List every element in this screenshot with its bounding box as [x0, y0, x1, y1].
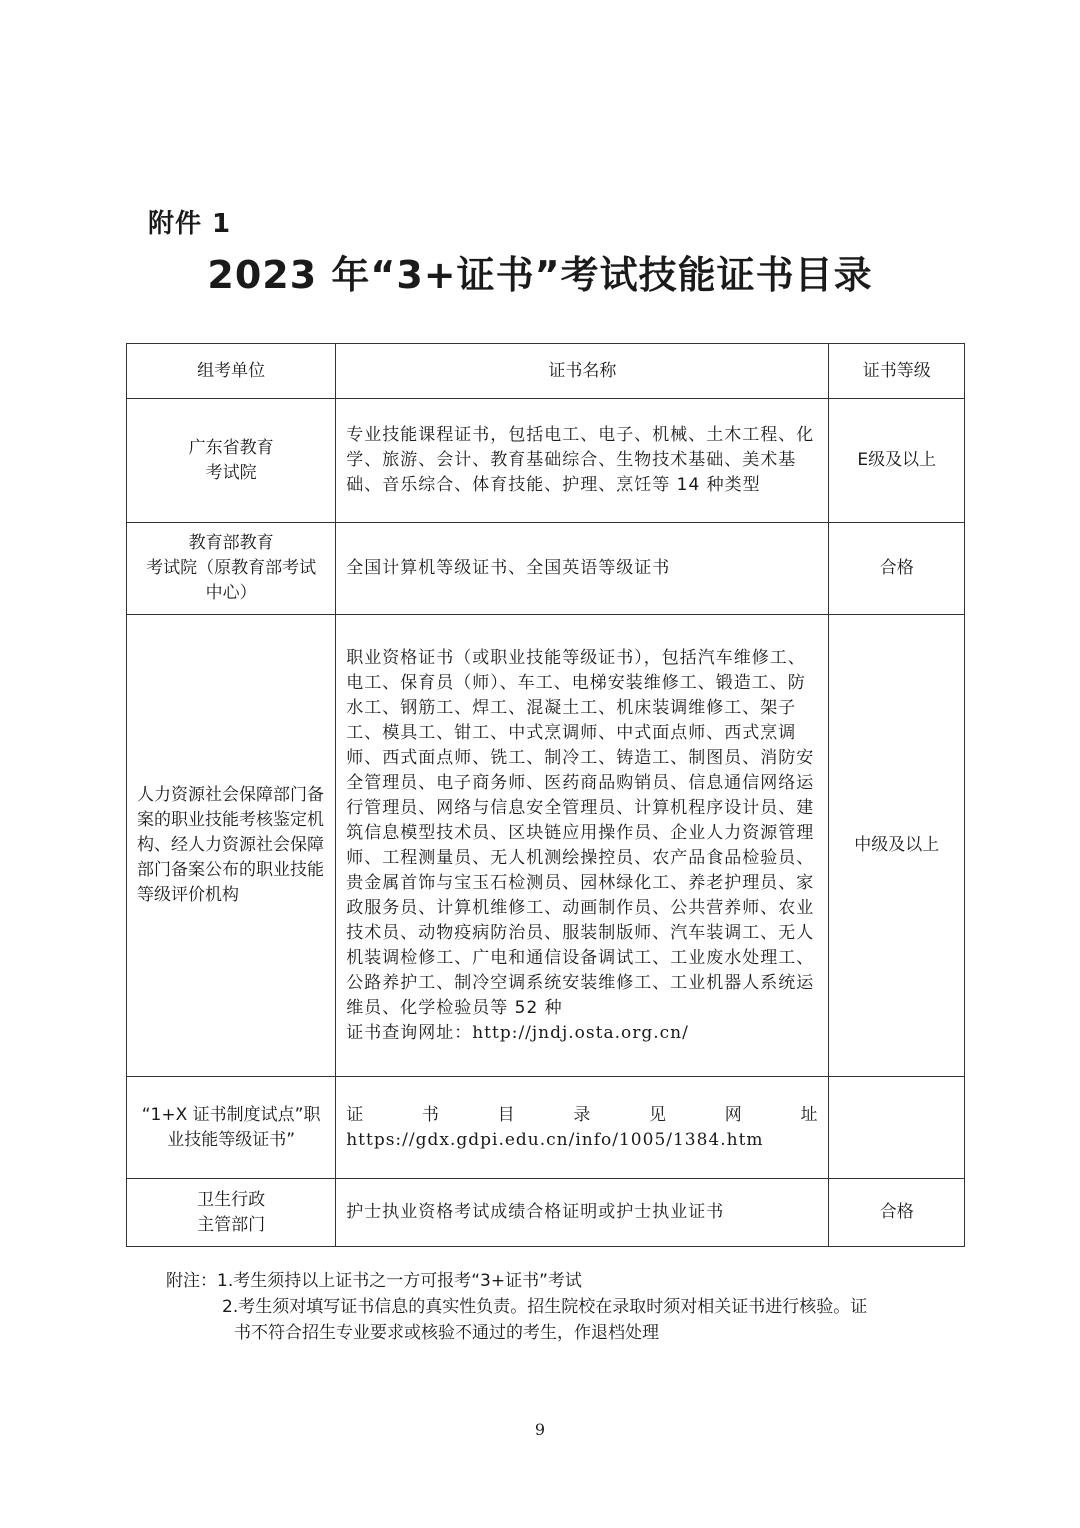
name-text: 职业资格证书（或职业技能等级证书），包括汽车维修工、电工、保育员（师）、车工、电梯安装维修工、锻造工、防水工、钢筋工、焊工、混凝土工、机床装调维修工、架子工、模具工、钳工、中式烹调师、中式面点师、西式烹调师、西式面点师、铣工、制冷工、铸造工、制图员、消防安全管理员、电子商务师、医药商品购销员、信息通信网络运行管理员、网络与信息安全管理员、计算机程序设计员、建筑信息模型技术员、区块链应用操作员、企业人力资源管理师、工程测量员、无人机测绘操控员、农产品食品检验员、贵金属首饰与宝玉石检测员、园林绿化工、养老护理员、家政服务员、计算机维修工、动画制作员、公共营养师、农业技术员、动物疫病防治员、服装制版师、汽车装调工、无人机装调检修工、广电和通信设备调试工、工业废水处理工、公路养护工、制冷空调系统安装维修工、工业机器人系统运维员、化学检验员等 52 种: [346, 647, 815, 1018]
level-text: 合格: [879, 558, 914, 578]
catalog-url-text: https://gdx.gdpi.edu.cn/info/1005/1384.htm: [346, 1129, 764, 1150]
level-cell: [829, 399, 965, 523]
notes-section: [166, 1268, 966, 1346]
level-text: 合格: [879, 1202, 914, 1222]
name-cell: [336, 1077, 829, 1179]
certificate-table: [126, 343, 965, 1247]
unit-text: 卫生行政 主管部门: [197, 1189, 266, 1235]
table-row: [127, 399, 965, 523]
level-cell: [829, 615, 965, 1077]
note-line-1: [166, 1268, 966, 1294]
level-cell: [829, 1179, 965, 1247]
note-line-3: 书不符合招生专业要求或核验不通过的考生，作退档处理: [234, 1323, 659, 1343]
unit-text: 教育部教育 考试院（原教育部考试 中心）: [146, 533, 317, 603]
query-url-text: 证书查询网址：http://jndj.osta.org.cn/: [346, 1022, 689, 1043]
name-cell: [336, 615, 829, 1077]
name-text: 专业技能课程证书，包括电工、电子、机械、土木工程、化学、旅游、会计、教育基础综合、生物技术基础、美术基础、音乐综合、体育技能、护理、烹饪等 14 种类型: [346, 425, 815, 495]
table-row: [127, 523, 965, 615]
document-title: 2023 年“3+证书”考试技能证书目录: [207, 253, 873, 297]
unit-text: 广东省教育 考试院: [188, 437, 274, 483]
note-item: 1.考生须持以上证书之一方可报考“3+证书”考试: [217, 1271, 582, 1291]
name-cell: [336, 523, 829, 615]
level-text: 中级及以上: [854, 835, 940, 855]
note-line-2: 2.考生须对填写证书信息的真实性负责。招生院校在录取时须对相关证书进行核验。证: [222, 1297, 868, 1317]
column-header-name: 证书名称: [336, 344, 829, 399]
level-text: E级及以上: [857, 450, 937, 470]
table-row: [127, 615, 965, 1077]
level-cell: [829, 1077, 965, 1179]
level-cell: [829, 523, 965, 615]
unit-text: 人力资源社会保障部门备案的职业技能考核鉴定机构、经人力资源社会保障部门备案公布的职业技能等级评价机构: [137, 785, 324, 905]
column-header-unit: 组考单位: [127, 344, 336, 399]
notes-prefix: 附注：: [166, 1271, 217, 1291]
unit-cell: [127, 1179, 336, 1247]
unit-cell: [127, 1077, 336, 1179]
name-cell: [336, 399, 829, 523]
name-text: 证书目录见网址: [346, 1104, 819, 1125]
unit-cell: [127, 615, 336, 1077]
column-header-level: 证书等级: [829, 344, 965, 399]
table-row: [127, 1077, 965, 1179]
name-text: 全国计算机等级证书、全国英语等级证书: [346, 558, 671, 578]
unit-cell: [127, 399, 336, 523]
table-row: [127, 1179, 965, 1247]
name-text: 护士执业资格考试成绩合格证明或护士执业证书: [346, 1202, 725, 1222]
page-number: 9: [534, 1420, 546, 1439]
attachment-label: 附件 1: [148, 209, 232, 239]
table-header-row: [127, 344, 965, 399]
unit-cell: [127, 523, 336, 615]
unit-text: “1+X 证书制度试点”职业技能等级证书”: [141, 1104, 321, 1150]
name-cell: [336, 1179, 829, 1247]
